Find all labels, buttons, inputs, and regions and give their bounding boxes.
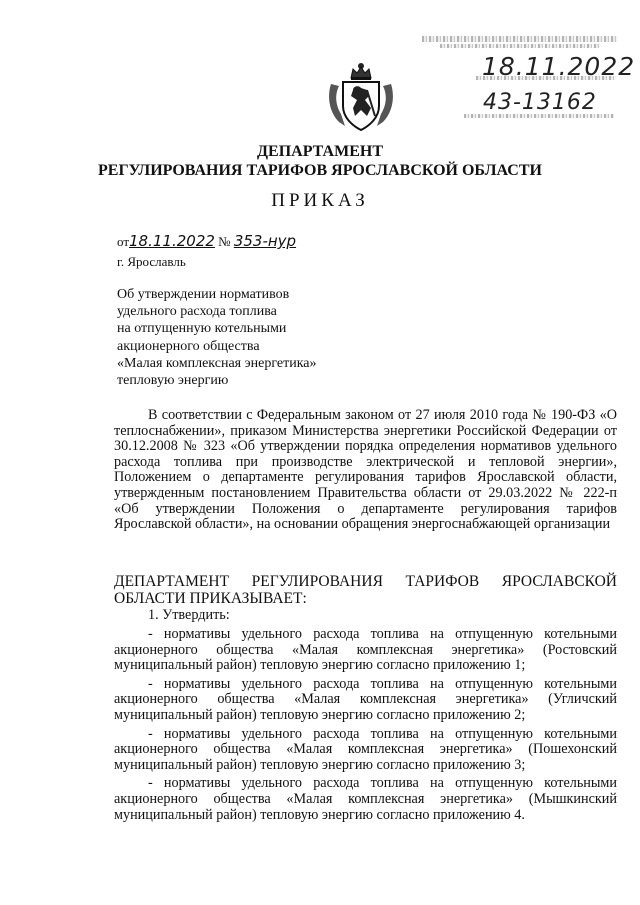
document-type: ПРИКАЗ: [271, 190, 369, 211]
approval-list: [114, 627, 617, 826]
stamp-number: 43-13162: [483, 90, 597, 115]
item-1-heading: 1. Утвердить:: [148, 607, 230, 623]
date-prefix: от: [117, 234, 130, 249]
department-subtitle: РЕГУЛИРОВАНИЯ ТАРИФОВ ЯРОСЛАВСКОЙ ОБЛАСТИ: [98, 162, 542, 179]
subject-line: удельного расхода топлива: [117, 304, 277, 320]
subject-line: на отпущенную котельными: [117, 321, 287, 337]
decree-heading: ДЕПАРТАМЕНТ РЕГУЛИРОВАНИЯ ТАРИФОВ ЯРОСЛАВСКОЙ ОБЛАСТИ ПРИКАЗЫВАЕТ:: [114, 573, 617, 607]
list-item: - нормативы удельного расхода топлива на отпущенную котельными акционерного общества «Малая комплексная энергетика» (Пошехонский муниципальный район) тепловую энергию согласно приложению 3;: [114, 725, 617, 773]
order-date-line: [117, 232, 296, 250]
list-item: - нормативы удельного расхода топлива на отпущенную котельными акционерного общества «Малая комплексная энергетика» (Мышкинский муниципальный район) тепловую энергию согласно приложению 4.: [114, 775, 617, 823]
stamp-date: 18.11.2022: [482, 52, 636, 81]
subject-line: «Малая комплексная энергетика»: [117, 355, 317, 371]
subject-line: тепловую энергию: [117, 373, 229, 389]
list-item: - нормативы удельного расхода топлива на отпущенную котельными акционерного общества «Малая комплексная энергетика» (Угличский муниципальный район) тепловую энергию согласно приложению 2;: [114, 675, 617, 723]
order-subject: [117, 286, 317, 389]
city: г. Ярославль: [117, 254, 186, 269]
order-number: 353-нур: [233, 232, 297, 250]
subject-line: акционерного общества: [117, 338, 260, 354]
subject-line: Об утверждении нормативов: [117, 287, 290, 302]
department-title: ДЕПАРТАМЕНТ: [257, 143, 383, 160]
order-date: 18.11.2022: [129, 232, 215, 250]
registration-stamp: [418, 28, 636, 128]
preamble-paragraph: В соответствии с Федеральным законом от 27 июля 2010 года № 190-ФЗ «О теплоснабжении», приказом Министерства энергетики Российской Федерации от 30.12.2008 № 323 «Об утверждении порядка определения нормативов удельного расхода топлива при производстве электрической и тепловой энергии», Положением о департаменте регулирования тарифов Ярославской области, утвержденным постановлением Правительства области от 29.03.2022 № 222-п «Об утверждении Положения о департаменте регулирования тарифов Ярославской области», на основании обращения энергоснабжающей организации: [114, 407, 617, 533]
number-prefix: №: [218, 234, 231, 249]
coat-of-arms-icon: [325, 60, 397, 132]
list-item: - нормативы удельного расхода топлива на отпущенную котельными акционерного общества «Малая комплексная энергетика» (Ростовский муниципальный район) тепловую энергию согласно приложению 1;: [114, 626, 617, 674]
